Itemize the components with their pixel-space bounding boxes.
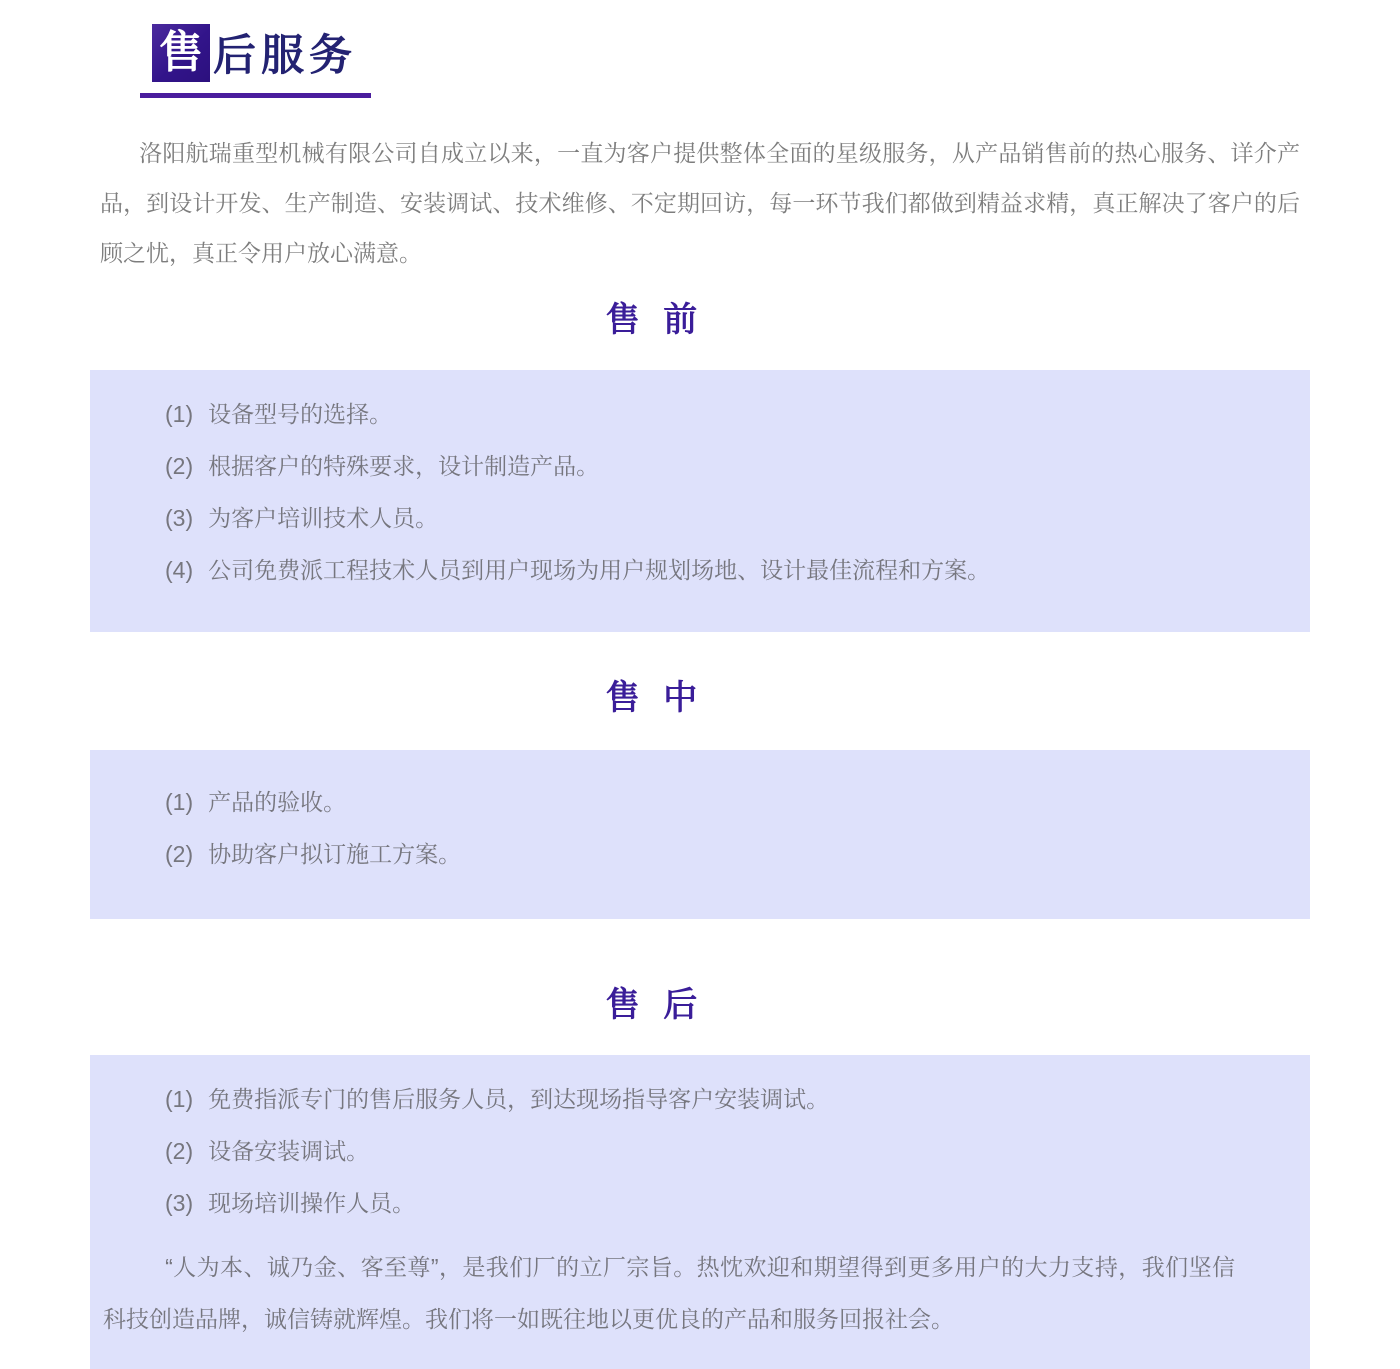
title-rest-text: 后服务 — [213, 32, 357, 80]
closing-paragraph: “人为本、诚乃金、客至尊”，是我们厂的立厂宗旨。热忱欢迎和期望得到更多用户的大力支持，我们坚信科技创造品牌，诚信铸就辉煌。我们将一如既往地以更优良的产品和服务回报社会。 — [103, 1254, 1235, 1332]
list-item — [165, 1085, 1235, 1113]
page-title — [140, 16, 371, 98]
section-heading-mid-sale: 售 中 — [605, 679, 705, 717]
title-highlight-char: 售 — [152, 24, 210, 82]
panel-pre-sale — [90, 370, 1310, 632]
panel-after-sale — [90, 1055, 1310, 1369]
item-text: 免费指派专门的售后服务人员，到达现场指导客户安装调试。 — [208, 1086, 830, 1112]
item-number: (2) — [165, 1138, 194, 1164]
item-text: 设备型号的选择。 — [208, 401, 393, 427]
intro-paragraph: 洛阳航瑞重型机械有限公司自成立以来，一直为客户提供整体全面的星级服务，从产品销售前的热心服务、详介产品，到设计开发、生产制造、安装调试、技术维修、不定期回访，每一环节我们都做到精益求精，真正解决了客户的后顾之忧，真正令用户放心满意。 — [100, 140, 1300, 266]
item-text: 为客户培训技术人员。 — [208, 505, 439, 531]
item-number: (2) — [165, 841, 194, 867]
list-item — [165, 556, 1235, 584]
item-number: (2) — [165, 453, 194, 479]
list-item — [165, 400, 1235, 428]
section-heading-pre-sale: 售 前 — [605, 301, 705, 339]
list-item — [165, 504, 1235, 532]
item-text: 公司免费派工程技术人员到用户现场为用户规划场地、设计最佳流程和方案。 — [208, 557, 991, 583]
list-item — [165, 1137, 1235, 1165]
item-text: 协助客户拟订施工方案。 — [208, 841, 462, 867]
panel-mid-sale — [90, 750, 1310, 919]
item-number: (3) — [165, 1190, 194, 1216]
list-item — [165, 840, 1235, 868]
item-number: (1) — [165, 789, 194, 815]
list-item — [165, 452, 1235, 480]
item-number: (3) — [165, 505, 194, 531]
section-heading-after-sale: 售 后 — [605, 986, 705, 1024]
item-text: 现场培训操作人员。 — [208, 1190, 416, 1216]
item-number: (1) — [165, 401, 194, 427]
item-text: 根据客户的特殊要求，设计制造产品。 — [208, 453, 600, 479]
item-text: 设备安装调试。 — [208, 1138, 370, 1164]
item-number: (1) — [165, 1086, 194, 1112]
list-item — [165, 1189, 1235, 1217]
list-item — [165, 788, 1235, 816]
item-text: 产品的验收。 — [208, 789, 347, 815]
item-number: (4) — [165, 557, 194, 583]
